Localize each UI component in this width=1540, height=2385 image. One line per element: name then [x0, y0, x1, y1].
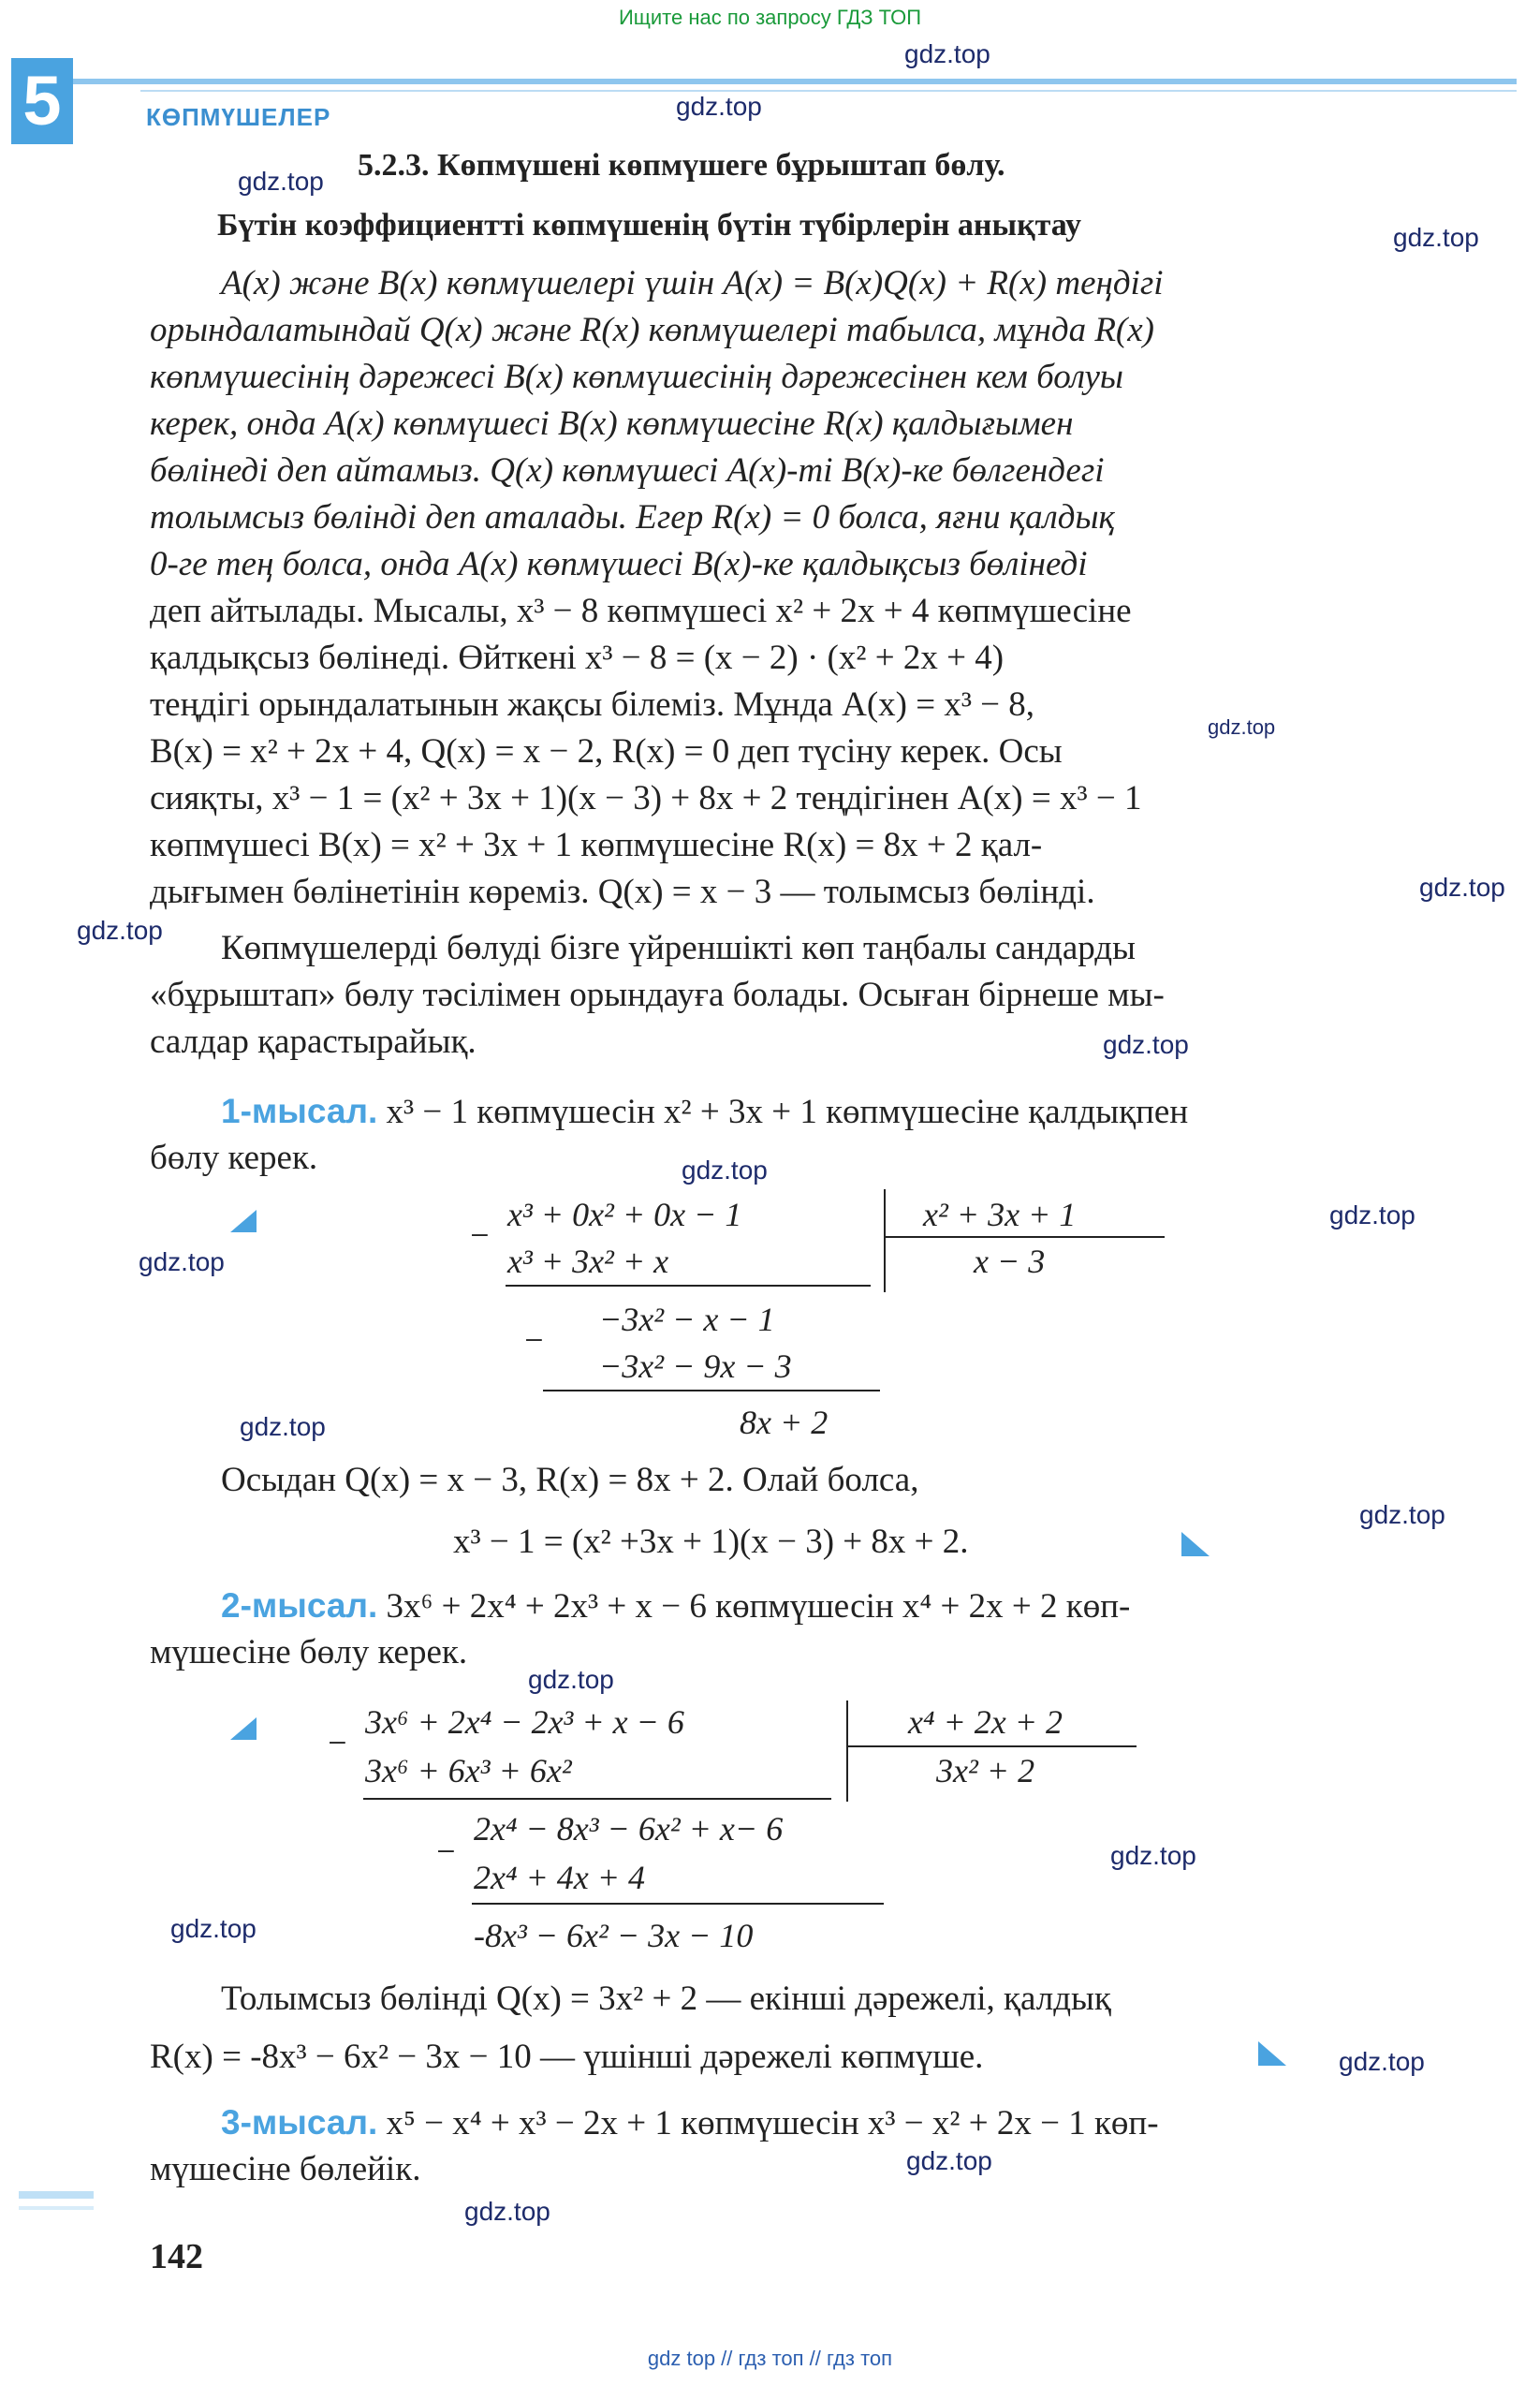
- ex1-divisor: x² + 3x + 1: [923, 1196, 1077, 1233]
- example-end-marker-icon: [1254, 2038, 1292, 2069]
- ex1-result-1: Осыдан Q(x) = x − 3, R(x) = 8x + 2. Олай болса,: [221, 1461, 919, 1499]
- example-end-marker-icon: [1178, 1528, 1215, 1560]
- watermark: gdz.top: [1329, 1200, 1415, 1229]
- watermark: gdz.top: [464, 2197, 550, 2226]
- example-start-marker-icon: [225, 1208, 262, 1236]
- watermark: gdz.top: [906, 2146, 992, 2175]
- ex2-subtract-line-2: [472, 1903, 884, 1905]
- ex1-division-vertical: [884, 1189, 886, 1292]
- p1-line: B(x) = x² + 2x + 4, Q(x) = x − 2, R(x) = 0 деп түсіну керек. Осы: [150, 732, 1063, 771]
- page-footer-band: [19, 2191, 94, 2199]
- ex2-result-1: Толымсыз бөлінді Q(x) = 3x² + 2 — екінші дәрежелі, қалдық: [221, 1980, 1111, 2018]
- footer-link[interactable]: gdz top // гдз топ // гдз топ: [647, 2347, 893, 2370]
- ex1-remainder-1: −3x² − x − 1: [599, 1301, 775, 1338]
- chapter-header-bar-thin: [140, 90, 1517, 92]
- ex1-minus-1: −: [468, 1216, 491, 1254]
- ex2-remainder-1: 2x⁴ − 8x³ − 6x² + x− 6: [474, 1810, 784, 1848]
- example-2-text-2: мүшесіне бөлу керек.: [150, 1633, 468, 1671]
- p1-line: қалдықсыз бөлінеді. Өйткені x³ − 8 = (x − 2) · (x² + 2x + 4): [150, 639, 1005, 677]
- chapter-number: 5: [11, 58, 73, 144]
- page-footer-band-thin: [19, 2206, 94, 2210]
- ex1-dividend: x³ + 0x² + 0x − 1: [507, 1196, 742, 1233]
- watermark: gdz.top: [77, 916, 163, 945]
- p1-line: деп айтылады. Мысалы, x³ − 8 көпмүшесі x² + 2x + 4 көпмүшесіне: [150, 592, 1132, 630]
- ex2-minus-1: −: [326, 1724, 349, 1761]
- p1-line: толымсыз бөлінді деп аталады. Егер R(x) = 0 болса, яғни қалдық: [150, 498, 1115, 537]
- watermark: gdz.top: [1359, 1500, 1445, 1529]
- p1-line: A(x) және B(x) көпмүшелері үшін A(x) = B(x)Q(x) + R(x) теңдігі: [221, 264, 1164, 302]
- p2-line: Көпмүшелерді бөлуді бізге үйреншікті көп таңбалы сандарды: [221, 929, 1136, 967]
- watermark: gdz.top: [904, 39, 990, 68]
- ex2-quotient: 3x² + 2: [936, 1752, 1035, 1789]
- watermark: gdz.top: [1103, 1030, 1189, 1059]
- p1-line: бөлінеді деп айтамыз. Q(x) көпмүшесі A(x)-ті B(x)-ке бөлгендегі: [150, 451, 1105, 490]
- page-number: 142: [150, 2237, 203, 2276]
- example-3-heading: [221, 2099, 1159, 2147]
- p2-line: «бұрыштап» бөлу тәсілімен орындауға болады. Осыған бірнеше мы-: [150, 976, 1165, 1014]
- ex2-divisor: x⁴ + 2x + 2: [908, 1703, 1063, 1741]
- watermark: gdz.top: [238, 167, 324, 196]
- example-1-label: 1-мысал.: [221, 1092, 378, 1130]
- ex1-remainder: 8x + 2: [740, 1404, 829, 1441]
- example-3-text-2: мүшесіне бөлейік.: [150, 2150, 421, 2188]
- ex1-step-2: −3x² − 9x − 3: [599, 1347, 792, 1385]
- ex2-minus-2: −: [434, 1833, 458, 1870]
- chapter-header-bar: [66, 79, 1517, 84]
- ex1-result-2: x³ − 1 = (x² +3x + 1)(x − 3) + 8x + 2.: [453, 1523, 969, 1561]
- p1-line: 0-ге тең болса, онда A(x) көпмүшесі B(x)-ке қалдықсыз бөлінеді: [150, 545, 1088, 583]
- example-start-marker-icon: [225, 1715, 262, 1744]
- p1-line: керек, онда A(x) көпмүшесі B(x) көпмүшесіне R(x) қалдығымен: [150, 405, 1074, 443]
- ex1-quotient: x − 3: [974, 1243, 1046, 1280]
- watermark: gdz.top: [1110, 1841, 1196, 1870]
- ex1-minus-2: −: [522, 1321, 546, 1359]
- example-1-text: x³ − 1 көпмүшесін x² + 3x + 1 көпмүшесіне қалдықпен: [377, 1093, 1189, 1131]
- paragraph-2: [150, 925, 1460, 1066]
- example-3-text: x⁵ − x⁴ + x³ − 2x + 1 көпмүшесін x³ − x² + 2x − 1 көп-: [377, 2104, 1159, 2142]
- example-2-heading: [221, 1583, 1130, 1630]
- watermark: gdz.top: [139, 1247, 225, 1276]
- ex1-division-horizontal: [884, 1236, 1165, 1238]
- p1-line: көпмүшесінің дәрежесі B(x) көпмүшесінің дәрежесінен кем болуы: [150, 358, 1123, 396]
- watermark: gdz.top: [240, 1412, 326, 1441]
- ex2-step-1: 3x⁶ + 6x³ + 6x²: [365, 1752, 572, 1789]
- watermark: gdz.top: [1393, 223, 1479, 252]
- watermark: gdz.top: [1208, 715, 1276, 739]
- p1-line: дығымен бөлінетінін көреміз. Q(x) = x − 3 — толымсыз бөлінді.: [150, 873, 1095, 911]
- ex1-subtract-line-2: [543, 1390, 880, 1391]
- p1-line: теңдігі орындалатынын жақсы білеміз. Мұнда A(x) = x³ − 8,: [150, 685, 1035, 724]
- watermark: gdz.top: [528, 1665, 614, 1694]
- ex2-subtract-line-1: [363, 1798, 831, 1800]
- example-2-text: 3x⁶ + 2x⁴ + 2x³ + x − 6 көпмүшесін x⁴ + 2x + 2 көп-: [377, 1587, 1131, 1626]
- top-link[interactable]: Ищите нас по запросу ГДЗ ТОП: [618, 6, 922, 29]
- section-subtitle: Бүтін коэффициентті көпмүшенің бүтін түбірлерін анықтау: [217, 208, 1082, 243]
- ex2-division-horizontal: [846, 1745, 1137, 1747]
- ex2-division-vertical: [846, 1700, 848, 1802]
- ex2-dividend: 3x⁶ + 2x⁴ − 2x³ + x − 6: [365, 1703, 684, 1741]
- watermark: gdz.top: [682, 1156, 768, 1185]
- p2-line: салдар қарастырайық.: [150, 1023, 477, 1061]
- watermark: gdz.top: [1339, 2047, 1425, 2076]
- paragraph-1: [150, 260, 1460, 916]
- ex2-step-2: 2x⁴ + 4x + 4: [474, 1859, 646, 1896]
- p1-line: көпмүшесі B(x) = x² + 3x + 1 көпмүшесіне R(x) = 8x + 2 қал-: [150, 826, 1043, 864]
- example-1-heading: [221, 1088, 1188, 1136]
- example-2-label: 2-мысал.: [221, 1586, 378, 1625]
- chapter-title: КӨПМҮШЕЛЕР: [146, 103, 331, 131]
- ex2-remainder: -8x³ − 6x² − 3x − 10: [474, 1917, 754, 1954]
- p1-line: сияқты, x³ − 1 = (x² + 3x + 1)(x − 3) + 8x + 2 теңдігінен A(x) = x³ − 1: [150, 779, 1142, 817]
- watermark: gdz.top: [1419, 873, 1505, 902]
- example-1-text-2: бөлу керек.: [150, 1139, 318, 1177]
- watermark: gdz.top: [170, 1914, 257, 1943]
- ex1-subtract-line-1: [506, 1285, 871, 1287]
- section-title: 5.2.3. Көпмүшені көпмүшеге бұрыштап бөлу.: [358, 148, 1005, 183]
- example-3-label: 3-мысал.: [221, 2103, 378, 2142]
- watermark: gdz.top: [676, 92, 762, 121]
- ex2-result-2: R(x) = -8x³ − 6x² − 3x − 10 — үшінші дәрежелі көпмүше.: [150, 2038, 984, 2076]
- ex1-step-1: x³ + 3x² + x: [507, 1243, 669, 1280]
- p1-line: орындалатындай Q(x) және R(x) көпмүшелері табылса, мұнда R(x): [150, 311, 1154, 349]
